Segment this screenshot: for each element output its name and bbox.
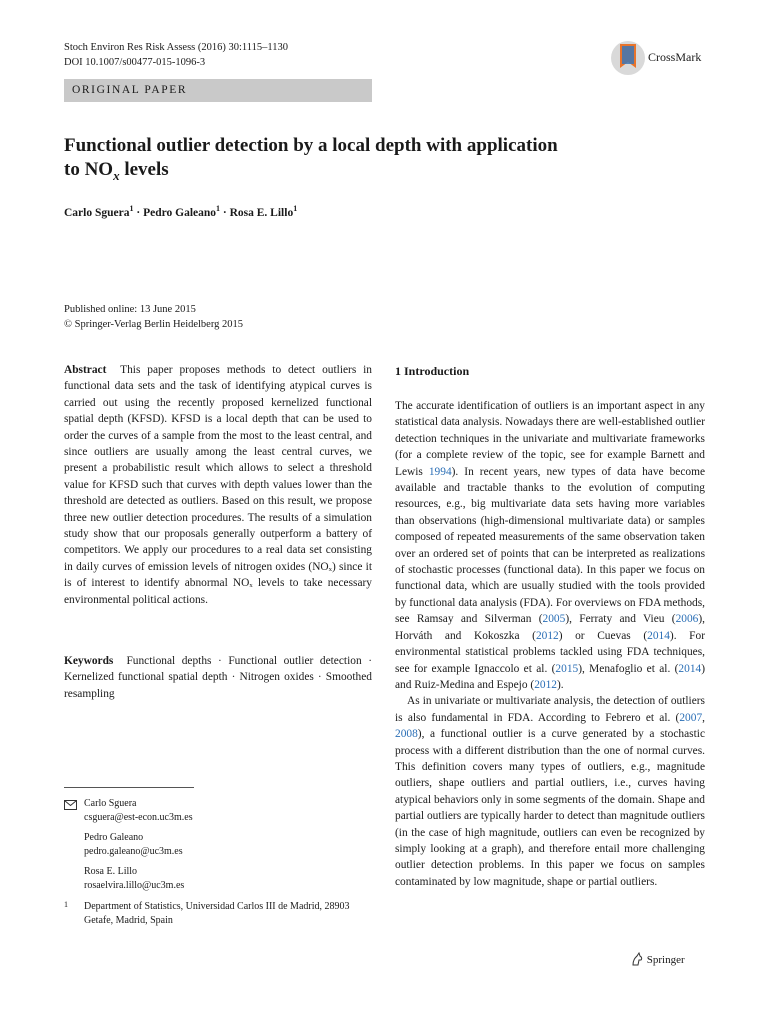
crossmark-label: CrossMark xyxy=(648,50,702,64)
introduction-body xyxy=(395,398,705,890)
paragraph-text: ). xyxy=(556,678,564,691)
contact-email[interactable]: pedro.galeano@uc3m.es xyxy=(84,846,183,857)
contact-entry xyxy=(84,865,372,893)
paragraph-text: The accurate identification of outliers is an important aspect in any statistical data analysis. Nowadays there are well-established outlier detection techniques in the univariate and multivariate frameworks (for a complete review of the topic, see for example Barnett and Lewis xyxy=(395,400,705,478)
title-line-1: Functional outlier detection by a local depth with application xyxy=(64,135,558,156)
paragraph-text: ), Menafoglio et al. ( xyxy=(578,662,679,675)
citation-link[interactable]: 1994 xyxy=(428,465,452,478)
paragraph-text: , xyxy=(702,711,705,724)
citation-link[interactable]: 2008 xyxy=(395,728,418,741)
crossmark-badge[interactable] xyxy=(610,38,706,78)
contact-name: Carlo Sguera xyxy=(84,798,137,809)
paragraph-text: ). For environmental statistical problems tackled using FDA techniques, see for example Ignaccolo et al. ( xyxy=(395,629,705,675)
doi-line[interactable]: DOI 10.1007/s00477-015-1096-3 xyxy=(64,57,206,68)
publisher-name: Springer xyxy=(646,954,685,966)
contact-entry xyxy=(84,831,372,859)
copyright-line: © Springer-Verlag Berlin Heidelberg 2015 xyxy=(64,319,244,330)
keywords-label: Keywords xyxy=(64,655,114,667)
contact-email[interactable]: csguera@est-econ.uc3m.es xyxy=(84,812,193,823)
abstract-text: This paper proposes methods to detect outliers in functional data sets and the task of identifying atypical curves is carried out using the recently proposed kernelized functional spatial depth (KFSD). KFSD is a local depth that can be used to order the curves of a sample from the most to the least central, and since outliers are usually among the least central curves, we present a probabilistic result which allows to select a threshold value for KFSD such that curves with depth values lower than the threshold are detected as outliers. Based on this result, we propose three new outlier detection procedures. The results of a simulation study show that our proposals generally outperform a battery of competitors. We apply our procedures to a real data set consisting in daily curves of emission levels of nitrogen oxides (NOₓ) since it is of interest to identify abnormal NOₓ levels to take necessary environmental political actions. xyxy=(64,364,373,606)
journal-citation xyxy=(64,40,288,70)
intro-paragraph-2 xyxy=(395,693,705,890)
publication-info xyxy=(64,302,243,332)
citation-link[interactable]: 2012 xyxy=(535,629,559,642)
author-name: Carlo Sguera xyxy=(64,206,130,219)
author-affiliation-marker: 1 xyxy=(129,204,134,213)
author-name: Pedro Galeano xyxy=(143,206,217,219)
author-separator: · xyxy=(220,206,230,219)
contact-entry xyxy=(84,797,372,825)
author-separator: · xyxy=(133,206,144,219)
published-date: Published online: 13 June 2015 xyxy=(64,304,196,315)
abstract-section xyxy=(64,362,372,608)
keywords-section xyxy=(64,653,372,702)
author-affiliation-marker: 1 xyxy=(216,204,221,213)
paragraph-text: ). In recent years, new types of data have become available and tractable thanks to the evolution of computing resources, e.g., big multivariate data sets having more variables than observations (high-dimensional multivariate data) or samples composed of repeated measurements of the same observation taken over an ordered set of points that can be interpreted as realizations of stochastic processes (functional data). In this paper we focus on functional data, which are usually studied with the tools provided by functional data analysis (FDA). For overviews on FDA methods, see Ramsay and Silverman ( xyxy=(395,465,706,626)
title-line-2-end: levels xyxy=(119,159,169,180)
section-heading-introduction: 1 Introduction xyxy=(395,364,470,378)
footnote-divider xyxy=(64,787,194,788)
citation-link[interactable]: 2006 xyxy=(675,613,699,626)
affiliation-footnote xyxy=(64,900,372,928)
intro-paragraph-1 xyxy=(395,398,705,693)
article-type-banner: ORIGINAL PAPER xyxy=(64,79,372,102)
keywords-text: Functional depths · Functional outlier detection · Kernelized functional spatial depth · Nitrogen oxides · Smoothed resampling xyxy=(64,655,372,700)
paragraph-text: ), a functional outlier is a curve generated by a stochastic process with a different distribution than the one of normal curves. This definition covers many types of outliers, e.g., magnitude outliers, shape outliers and partial outliers, i.e., curves having atypical behaviors only in some segments of the domain. Shape and partial outliers are typically harder to detect than magnitude outliers (in the case of high magnitude, outliers can even be recognized by simply looking at a graph), and therefore entail more challenging outlier detection problems. In this paper we focus on samples contaminated by low magnitude, shape or partial outliers. xyxy=(395,728,705,888)
author-list xyxy=(64,204,297,219)
contact-email[interactable]: rosaelvira.lillo@uc3m.es xyxy=(84,880,185,891)
citation-link[interactable]: 2005 xyxy=(542,613,566,626)
paragraph-text: ), Horváth and Kokoszka ( xyxy=(395,613,705,642)
paragraph-text: As in univariate or multivariate analysis, the detection of outliers is also fundamental in FDA. According to Febrero et al. ( xyxy=(395,695,705,724)
citation-link[interactable]: 2015 xyxy=(555,662,579,675)
affiliation-number: 1 xyxy=(64,900,68,909)
affiliation-text: Department of Statistics, Universidad Carlos III de Madrid, 28903 Getafe, Madrid, Spain xyxy=(84,901,350,926)
citation-link[interactable]: 2014 xyxy=(647,629,670,642)
author-affiliation-marker: 1 xyxy=(293,204,298,213)
contact-name: Rosa E. Lillo xyxy=(84,866,138,877)
citation-link[interactable]: 2007 xyxy=(679,711,703,724)
title-line-2-start: to NO xyxy=(64,159,114,180)
contact-name: Pedro Galeano xyxy=(84,832,144,843)
springer-horse-icon xyxy=(630,952,644,966)
paper-title xyxy=(64,134,684,188)
title-subscript: x xyxy=(113,167,120,183)
abstract-label: Abstract xyxy=(64,364,107,376)
author-name: Rosa E. Lillo xyxy=(229,206,294,219)
citation-link[interactable]: 2014 xyxy=(678,662,702,675)
contact-info xyxy=(64,797,372,899)
paragraph-text: ) and Ruiz-Medina and Espejo ( xyxy=(395,662,705,691)
crossmark-icon xyxy=(610,38,646,78)
paragraph-text: ), Ferraty and Vieu ( xyxy=(565,613,676,626)
paragraph-text: ) or Cuevas ( xyxy=(558,629,648,642)
citation-link[interactable]: 2012 xyxy=(534,678,557,691)
publisher-logo xyxy=(630,952,685,966)
envelope-icon xyxy=(64,800,77,810)
journal-line: Stoch Environ Res Risk Assess (2016) 30:1115–1130 xyxy=(64,42,289,53)
